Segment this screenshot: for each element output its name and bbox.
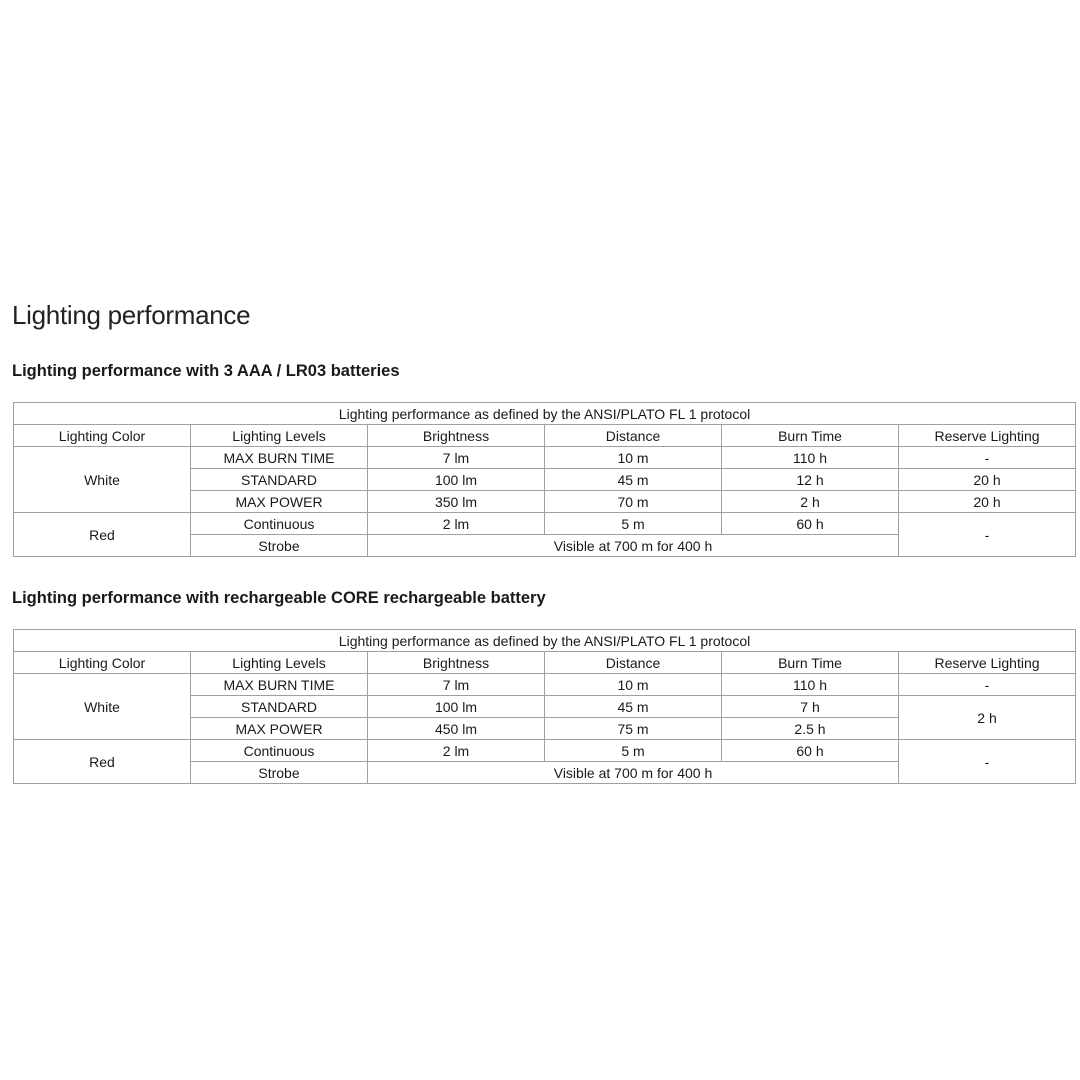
reserve-cell: - — [899, 740, 1076, 784]
table-caption-row — [14, 630, 1076, 652]
header-reserve-lighting: Reserve Lighting — [899, 425, 1076, 447]
level-cell: Continuous — [191, 513, 368, 535]
color-cell-red: Red — [14, 740, 191, 784]
brightness-cell: 350 lm — [368, 491, 545, 513]
distance-cell: 45 m — [545, 469, 722, 491]
color-cell-white: White — [14, 674, 191, 740]
burn-time-cell: 60 h — [722, 740, 899, 762]
brightness-cell: 100 lm — [368, 469, 545, 491]
distance-cell: 45 m — [545, 696, 722, 718]
reserve-cell: - — [899, 447, 1076, 469]
reserve-cell: 2 h — [899, 696, 1076, 740]
burn-time-cell: 2.5 h — [722, 718, 899, 740]
level-cell: MAX POWER — [191, 491, 368, 513]
header-lighting-color: Lighting Color — [14, 425, 191, 447]
burn-time-cell: 60 h — [722, 513, 899, 535]
header-brightness: Brightness — [368, 652, 545, 674]
color-cell-red: Red — [14, 513, 191, 557]
header-distance: Distance — [545, 425, 722, 447]
reserve-cell: 20 h — [899, 469, 1076, 491]
level-cell: MAX POWER — [191, 718, 368, 740]
brightness-cell: 7 lm — [368, 447, 545, 469]
header-burn-time: Burn Time — [722, 652, 899, 674]
distance-cell: 5 m — [545, 740, 722, 762]
color-cell-white: White — [14, 447, 191, 513]
table-row — [14, 740, 1076, 762]
table-row — [14, 447, 1076, 469]
brightness-cell: 450 lm — [368, 718, 545, 740]
table-header-row — [14, 425, 1076, 447]
performance-table-aaa — [13, 402, 1076, 557]
burn-time-cell: 12 h — [722, 469, 899, 491]
page-title: Lighting performance — [12, 300, 251, 330]
header-lighting-color: Lighting Color — [14, 652, 191, 674]
table-caption: Lighting performance as defined by the ANSI/PLATO FL 1 protocol — [14, 630, 1076, 652]
table-caption: Lighting performance as defined by the ANSI/PLATO FL 1 protocol — [14, 403, 1076, 425]
distance-cell: 5 m — [545, 513, 722, 535]
distance-cell: 10 m — [545, 447, 722, 469]
distance-cell: 70 m — [545, 491, 722, 513]
reserve-cell: - — [899, 513, 1076, 557]
level-cell: MAX BURN TIME — [191, 674, 368, 696]
brightness-cell: 100 lm — [368, 696, 545, 718]
table-row — [14, 674, 1076, 696]
table-row — [14, 513, 1076, 535]
strobe-note-cell: Visible at 700 m for 400 h — [368, 535, 899, 557]
reserve-cell: - — [899, 674, 1076, 696]
brightness-cell: 2 lm — [368, 740, 545, 762]
section-title-aaa-batteries: Lighting performance with 3 AAA / LR03 batteries — [12, 362, 400, 380]
header-brightness: Brightness — [368, 425, 545, 447]
level-cell: STANDARD — [191, 469, 368, 491]
header-lighting-levels: Lighting Levels — [191, 425, 368, 447]
header-reserve-lighting: Reserve Lighting — [899, 652, 1076, 674]
table-caption-row — [14, 403, 1076, 425]
strobe-note-cell: Visible at 700 m for 400 h — [368, 762, 899, 784]
section-title-core-battery: Lighting performance with rechargeable CORE rechargeable battery — [12, 589, 546, 607]
level-cell: STANDARD — [191, 696, 368, 718]
burn-time-cell: 110 h — [722, 674, 899, 696]
level-cell: Strobe — [191, 762, 368, 784]
burn-time-cell: 2 h — [722, 491, 899, 513]
burn-time-cell: 110 h — [722, 447, 899, 469]
level-cell: Continuous — [191, 740, 368, 762]
header-lighting-levels: Lighting Levels — [191, 652, 368, 674]
table-header-row — [14, 652, 1076, 674]
distance-cell: 10 m — [545, 674, 722, 696]
header-distance: Distance — [545, 652, 722, 674]
level-cell: MAX BURN TIME — [191, 447, 368, 469]
burn-time-cell: 7 h — [722, 696, 899, 718]
level-cell: Strobe — [191, 535, 368, 557]
distance-cell: 75 m — [545, 718, 722, 740]
reserve-cell: 20 h — [899, 491, 1076, 513]
performance-table-core — [13, 629, 1076, 784]
header-burn-time: Burn Time — [722, 425, 899, 447]
brightness-cell: 7 lm — [368, 674, 545, 696]
brightness-cell: 2 lm — [368, 513, 545, 535]
